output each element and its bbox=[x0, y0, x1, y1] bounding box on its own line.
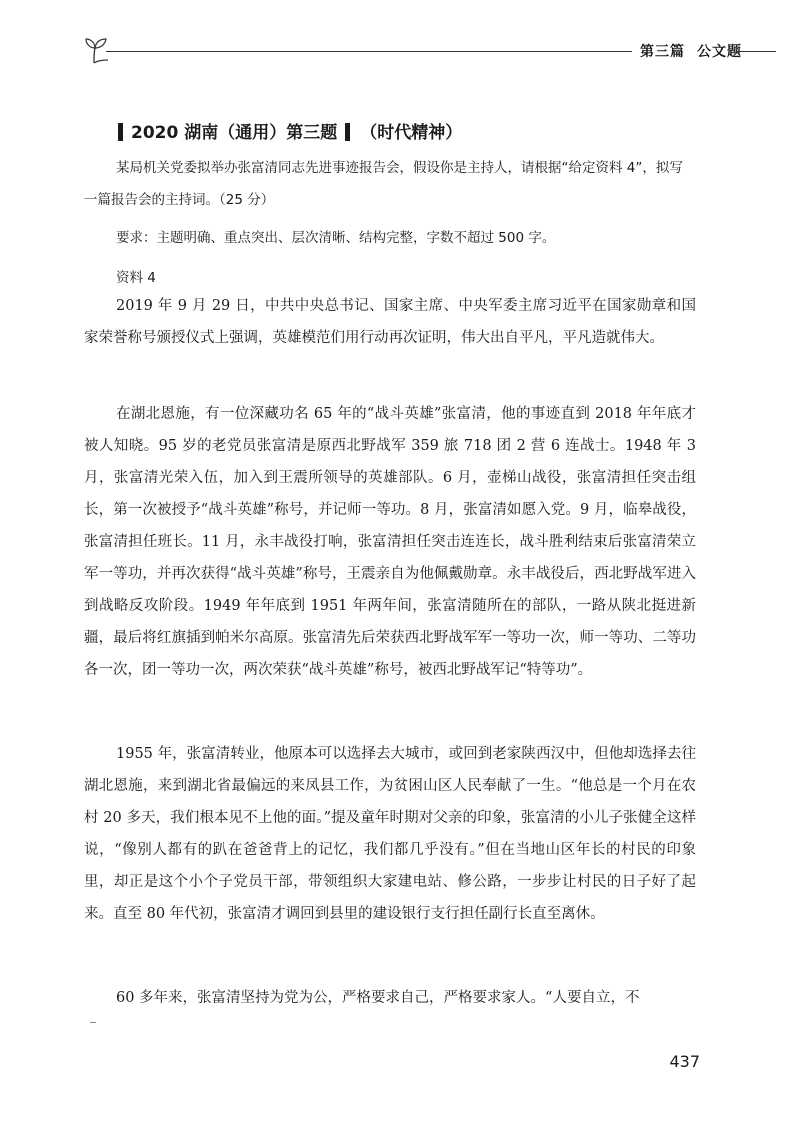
title-main: 2020 湖南（通用）第三题 bbox=[131, 123, 338, 143]
margin-mark bbox=[90, 1022, 96, 1023]
task-requirements: 要求：主题明确、重点突出、层次清晰、结构完整，字数不超过 500 字。 bbox=[116, 230, 556, 246]
material-paragraph-4: 60 多年来，张富清坚持为党为公，严格要求自己，严格要求家人。“人要自立，不 bbox=[116, 990, 640, 1006]
header-section: 公文题 bbox=[697, 44, 742, 60]
running-header bbox=[84, 30, 776, 70]
material-paragraph-1: 2019 年 9 月 29 日，中共中央总书记、国家主席、中央军委主席习近平在国家勋章和国家荣誉称号颁授仪式上强调，英雄模范们用行动再次证明，伟大出自平凡，平凡造就伟大。 bbox=[84, 298, 696, 346]
material-paragraph-3: 1955 年，张富清转业，他原本可以选择去大城市，或回到老家陕西汉中，但他却选择去往湖北恩施，来到湖北省最偏远的来凤县工作，为贫困山区人民奉献了一生。“他总是一个月在农村 20 多天，我们根本见不上他的面。”提及童年时期对父亲的印象，张富清的小儿子张健全这样说，“像别人都有的趴在爸爸背上的记忆，我们都几乎没有。”但在当地山区年长的村民的印象里，却正是这个小个子党员干部，带领组织大家建电站、修公路，一步步让村民的日子好了起来。直至 80 年代初，张富清才调回到县里的建设银行支行担任副行长直至离休。 bbox=[84, 746, 696, 922]
sprout-icon bbox=[84, 30, 114, 70]
header-part: 第三篇 bbox=[640, 44, 685, 60]
title-bar-right bbox=[345, 123, 350, 141]
header-section-label bbox=[640, 41, 742, 61]
material-heading: 资料 4 bbox=[116, 270, 156, 286]
title-bar-left bbox=[118, 123, 123, 141]
header-rule-left bbox=[106, 51, 632, 52]
page-number: 437 bbox=[669, 1052, 700, 1071]
task-prompt: 某局机关党委拟举办张富清同志先进事迹报告会，假设你是主持人，请根据“给定资料 4”，拟写一篇报告会的主持词。（25 分） bbox=[84, 160, 683, 208]
question-title bbox=[118, 118, 738, 143]
header-rule-right bbox=[736, 51, 776, 52]
title-sub: （时代精神） bbox=[360, 123, 463, 143]
material-paragraph-2: 在湖北恩施，有一位深藏功名 65 年的“战斗英雄”张富清，他的事迹直到 2018 年年底才被人知晓。95 岁的老党员张富清是原西北野战军 359 旅 718 团 2 营 6 连战士。1948 年 3 月，张富清光荣入伍，加入到王震所领导的英雄部队。6 月，壶梯山战役，张富清担任突击组长，第一次被授予“战斗英雄”称号，并记师一等功。8 月，张富清如愿入党。9 月，临皋战役，张富清担任班长。11 月，永丰战役打响，张富清担任突击连连长，战斗胜利结束后张富清荣立军一等功，并再次获得“战斗英雄”称号，王震亲自为他佩戴勋章。永丰战役后，西北野战军进入到战略反攻阶段。1949 年年底到 1951 年两年间，张富清随所在的部队，一路从陕北挺进新疆，最后将红旗插到帕米尔高原。张富清先后荣获西北野战军军一等功一次，师一等功、二等功各一次，团一等功一次，两次荣获“战斗英雄”称号，被西北野战军记“特等功”。 bbox=[84, 406, 696, 678]
